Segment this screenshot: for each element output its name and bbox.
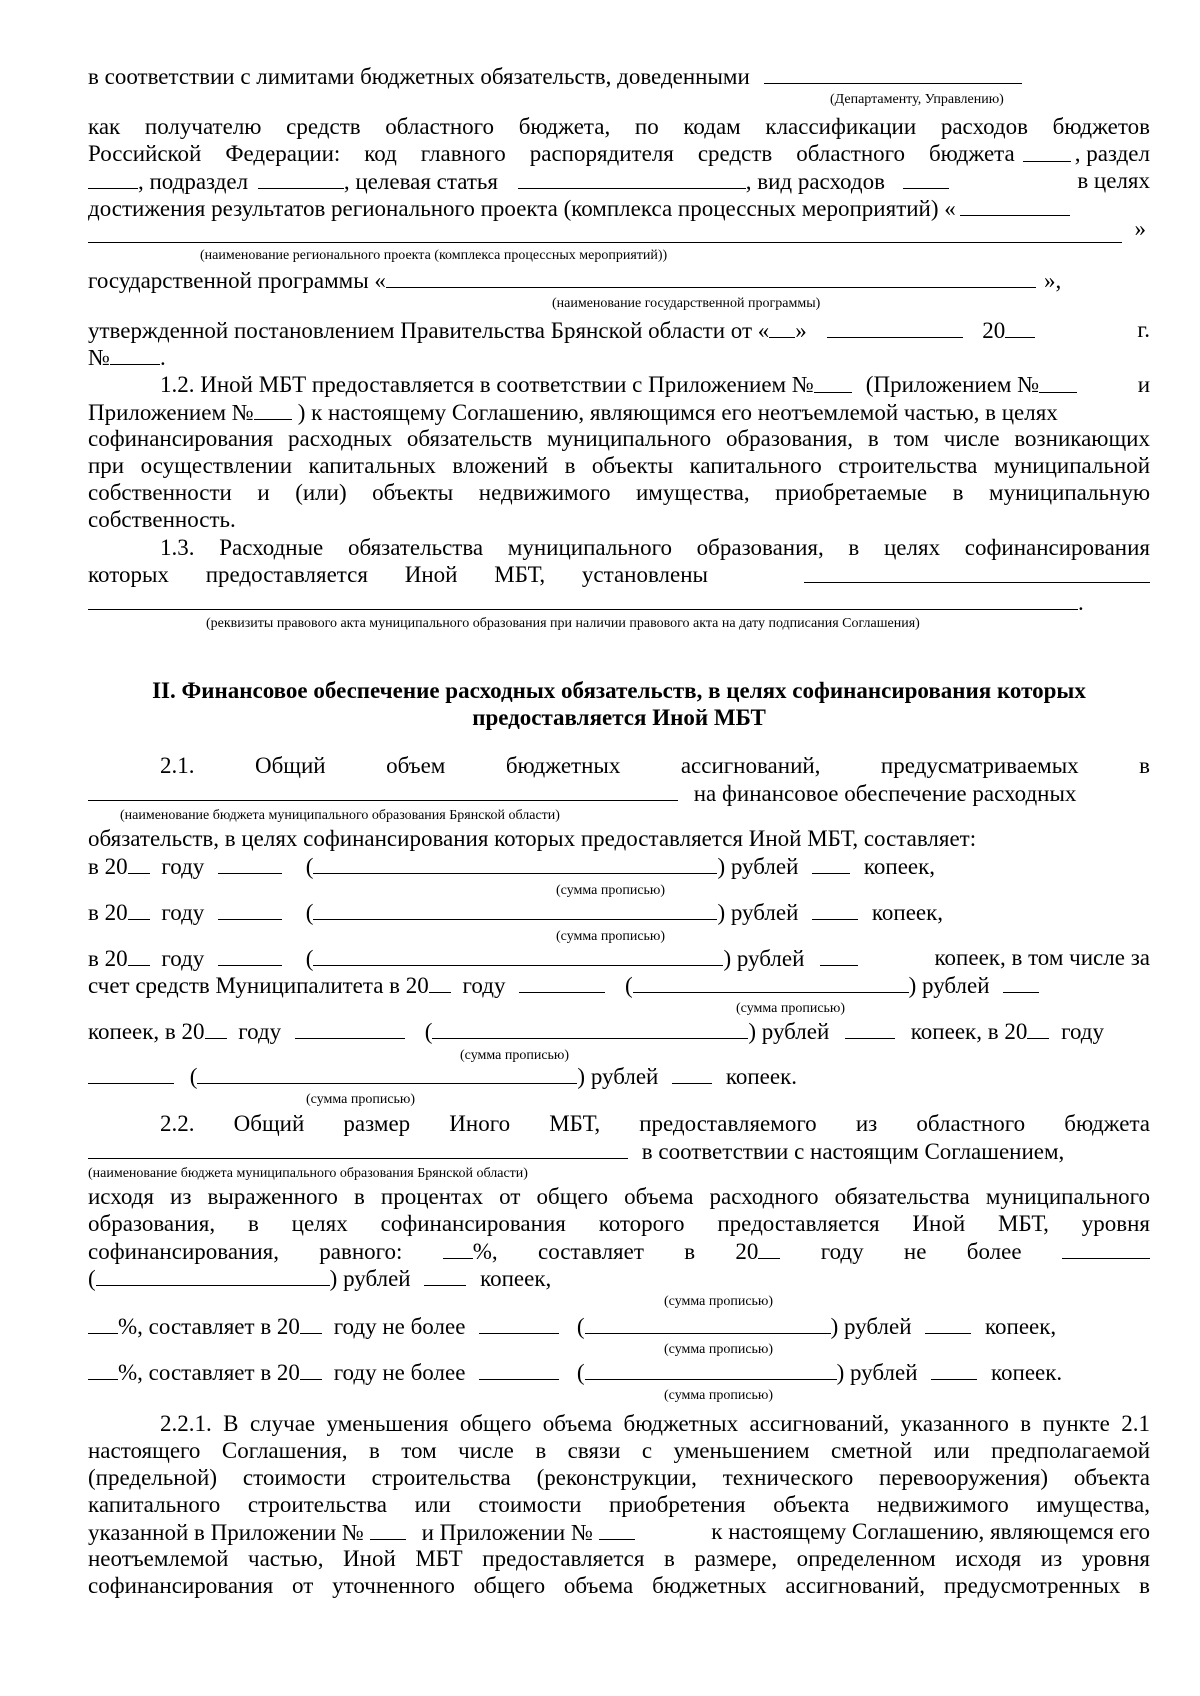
program-name-blank[interactable]: [386, 266, 1036, 288]
p21-year-row-4: копеек, в 20 году ( ) рублей копеек, в 20 году: [88, 1019, 1104, 1044]
p13-line3: .: [88, 588, 1150, 617]
p1-line9: № .: [88, 345, 166, 370]
percent-blank[interactable]: [88, 1358, 118, 1380]
amount-blank[interactable]: [1062, 1237, 1150, 1259]
p221-line4: капитального строительства или стоимости приобретения объекта недвижимого имущества,: [88, 1492, 1150, 1517]
budget-name-blank-1[interactable]: [88, 779, 678, 801]
p221-line2: настоящего Соглашения, в том числе в связи с уменьшением сметной или предполагаемой: [88, 1438, 1150, 1463]
p22-line4: образования, в целях софинансирования которого предоставляется Иной МБТ, уровня: [88, 1211, 1150, 1236]
caption-sum-6: (сумма прописью): [664, 1294, 774, 1309]
p1-line4: , подраздел , целевая статья , вид расходов в целях: [88, 167, 1150, 196]
section-2-title-line1: II. Финансовое обеспечение расходных обязательств, в целях софинансирования которых: [152, 678, 1086, 703]
p1-line1: в соответствии с лимитами бюджетных обязательств, доведенными: [88, 62, 1150, 91]
year-blank[interactable]: [128, 944, 150, 966]
p22-pct-row-1: %, составляет в 20 году не более ( ) рублей копеек,: [88, 1312, 1150, 1341]
caption-budget-1: (наименование бюджета муниципального образования Брянской области): [120, 808, 560, 823]
amount-words-blank[interactable]: [585, 1358, 837, 1380]
appendix-no-blank-2[interactable]: [1039, 371, 1077, 393]
caption-department: (Департаменту, Управлению): [830, 92, 1004, 107]
p221-line6: неотъемлемой частью, Иной МБТ предоставляется в размере, определенном исходя из уровня: [88, 1546, 1150, 1571]
decree-day-blank[interactable]: [769, 316, 795, 338]
p21-municipal-row: счет средств Муниципалитета в 20 году ( ) рублей: [88, 971, 1150, 1000]
p22-line5: софинансирования, равного: %, составляет в 20 году не более: [88, 1237, 1150, 1266]
section-blank[interactable]: [88, 167, 138, 189]
p22-pct-row-2: %, составляет в 20 году не более ( ) рублей копеек.: [88, 1358, 1150, 1387]
p12-line2: Приложением № ) к настоящему Соглашению, являющимся его неотъемлемой частью, в целях: [88, 400, 1058, 425]
percent-blank[interactable]: [443, 1237, 473, 1259]
p21-year-row-3: в 20 году ( ) рублей копеек, в том числе за: [88, 945, 1150, 971]
p12-line5: собственности и (или) объекты недвижимого имущества, приобретаемые в муниципальную: [88, 480, 1150, 505]
appendix-no-blank-4[interactable]: [370, 1518, 406, 1540]
p22-line6: ( ) рублей копеек,: [88, 1266, 552, 1291]
kopeks-blank[interactable]: [925, 1312, 971, 1334]
kopeks-blank[interactable]: [931, 1358, 977, 1380]
caption-sum-8: (сумма прописью): [664, 1388, 774, 1403]
p221-line7: софинансирования от уточненного общего объема бюджетных ассигнований, предусмотренных в: [88, 1573, 1150, 1598]
caption-program: (наименование государственной программы): [552, 296, 821, 311]
target-article-blank[interactable]: [518, 167, 746, 189]
legal-act-blank-2[interactable]: [88, 588, 1078, 610]
year-blank[interactable]: [300, 1358, 322, 1380]
caption-project: (наименование регионального проекта (комплекса процессных мероприятий)): [200, 248, 668, 263]
caption-sum-3: (сумма прописью): [736, 1001, 846, 1016]
p1-line7: государственной программы « »,: [88, 268, 1062, 293]
p13-line2: которых предоставляется Иной МБТ, установлены: [88, 561, 1150, 589]
year-blank[interactable]: [429, 971, 451, 993]
amount-blank[interactable]: [479, 1312, 559, 1334]
p22-line2: в соответствии с настоящим Соглашением,: [88, 1137, 1150, 1166]
p1-line8: утвержденной постановлением Правительства Брянской области от « » 20 г.: [88, 317, 1150, 343]
amount-words-blank[interactable]: [313, 898, 717, 920]
p221-line1: 2.2.1. В случае уменьшения общего объема бюджетных ассигнований, указанного в пункте 2.1: [160, 1411, 1150, 1436]
amount-blank[interactable]: [479, 1358, 559, 1380]
amount-blank[interactable]: [519, 971, 605, 993]
year-blank[interactable]: [300, 1312, 322, 1334]
p22-line1: 2.2. Общий размер Иного МБТ, предоставляемого из областного бюджета: [160, 1111, 1150, 1136]
caption-sum-1: (сумма прописью): [556, 883, 666, 898]
p1-line3: Российской Федерации: код главного распорядителя средств областного бюджета , раздел: [88, 141, 1150, 166]
amount-words-blank[interactable]: [633, 971, 909, 993]
year-blank[interactable]: [1027, 1017, 1049, 1039]
amount-blank[interactable]: [88, 1062, 174, 1084]
caption-sum-2: (сумма прописью): [556, 929, 666, 944]
p21-line1: 2.1. Общий объем бюджетных ассигнований, предусматриваемых в: [160, 753, 1150, 778]
p12-line1: 1.2. Иной МБТ предоставляется в соответствии с Приложением № (Приложением № и: [160, 372, 1150, 397]
kopeks-blank[interactable]: [845, 1017, 895, 1039]
decree-year-blank[interactable]: [1005, 316, 1035, 338]
kopeks-blank[interactable]: [812, 898, 858, 920]
p21-year-row-2: в 20 году ( ) рублей копеек,: [88, 900, 944, 925]
year-blank[interactable]: [758, 1237, 780, 1259]
p21-line2: на финансовое обеспечение расходных: [88, 779, 1150, 808]
p1-line2: как получателю средств областного бюджета, по кодам классификации расходов бюджетов: [88, 114, 1150, 139]
kopeks-blank[interactable]: [820, 944, 858, 966]
p1-line5: достижения результатов регионального проекта (комплекса процессных мероприятий) «: [88, 194, 1150, 223]
year-blank[interactable]: [128, 852, 150, 874]
section-2-title-line2: предоставляется Иной МБТ: [472, 705, 766, 730]
legal-act-blank-1[interactable]: [804, 561, 1150, 583]
subsection-blank[interactable]: [258, 167, 344, 189]
amount-blank[interactable]: [218, 898, 282, 920]
amount-words-blank[interactable]: [313, 852, 717, 874]
caption-sum-5: (сумма прописью): [306, 1092, 416, 1107]
p221-line5: указанной в Приложении № и Приложении № к настоящему Соглашению, являющемся его: [88, 1519, 1150, 1545]
appendix-no-blank-1[interactable]: [814, 371, 852, 393]
department-blank[interactable]: [764, 62, 1022, 84]
amount-words-blank[interactable]: [197, 1062, 577, 1084]
p13-line1: 1.3. Расходные обязательства муниципального образования, в целях софинансирования: [160, 535, 1150, 560]
caption-legal-act: (реквизиты правового акта муниципального образования при наличии правового акта на дату подписания Соглашения): [206, 616, 920, 631]
decree-number-blank[interactable]: [110, 343, 160, 365]
decree-month-blank[interactable]: [827, 316, 963, 338]
project-blank-start[interactable]: [960, 194, 1070, 216]
budget-name-blank-2[interactable]: [88, 1137, 628, 1159]
caption-sum-7: (сумма прописью): [664, 1342, 774, 1357]
kopeks-blank[interactable]: [812, 852, 850, 874]
year-blank[interactable]: [205, 1017, 227, 1039]
year-blank[interactable]: [128, 898, 150, 920]
amount-blank[interactable]: [218, 852, 282, 874]
p22-line3: исходя из выраженного в процентах от общего объема расходного обязательства муниципального: [88, 1184, 1150, 1209]
caption-budget-2: (наименование бюджета муниципального образования Брянской области): [88, 1166, 528, 1181]
kopeks-blank[interactable]: [1003, 971, 1039, 993]
amount-blank[interactable]: [218, 944, 282, 966]
percent-blank[interactable]: [88, 1312, 118, 1334]
amount-words-blank[interactable]: [96, 1264, 330, 1286]
amount-words-blank[interactable]: [313, 944, 723, 966]
amount-blank[interactable]: [295, 1017, 405, 1039]
p12-line6: собственность.: [88, 507, 236, 532]
amount-words-blank[interactable]: [585, 1312, 831, 1334]
p21-year-row-1: в 20 году ( ) рублей копеек,: [88, 854, 936, 879]
caption-sum-4: (сумма прописью): [460, 1048, 570, 1063]
p12-line3: софинансирования расходных обязательств муниципального образования, в том числе возникающих: [88, 426, 1150, 451]
appendix-no-blank-5[interactable]: [599, 1518, 635, 1540]
amount-words-blank[interactable]: [432, 1017, 748, 1039]
kopeks-blank[interactable]: [424, 1264, 466, 1286]
appendix-no-blank-3[interactable]: [254, 398, 292, 420]
p21-year-row-5: ( ) рублей копеек.: [88, 1062, 1150, 1091]
expense-type-blank[interactable]: [903, 167, 949, 189]
p21-line3: обязательств, в целях софинансирования которых предоставляется Иной МБТ, составляет:: [88, 826, 977, 851]
kopeks-blank[interactable]: [672, 1062, 712, 1084]
p221-line3: (предельной) стоимости строительства (реконструкции, технического перевооружения) объекта: [88, 1465, 1150, 1490]
gr-code-blank[interactable]: [1023, 140, 1071, 162]
p1-line6: »: [88, 221, 1150, 250]
project-name-blank[interactable]: [88, 221, 1122, 243]
p12-line4: при осуществлении капитальных вложений в объекты капитального строительства муниципальной: [88, 453, 1150, 478]
